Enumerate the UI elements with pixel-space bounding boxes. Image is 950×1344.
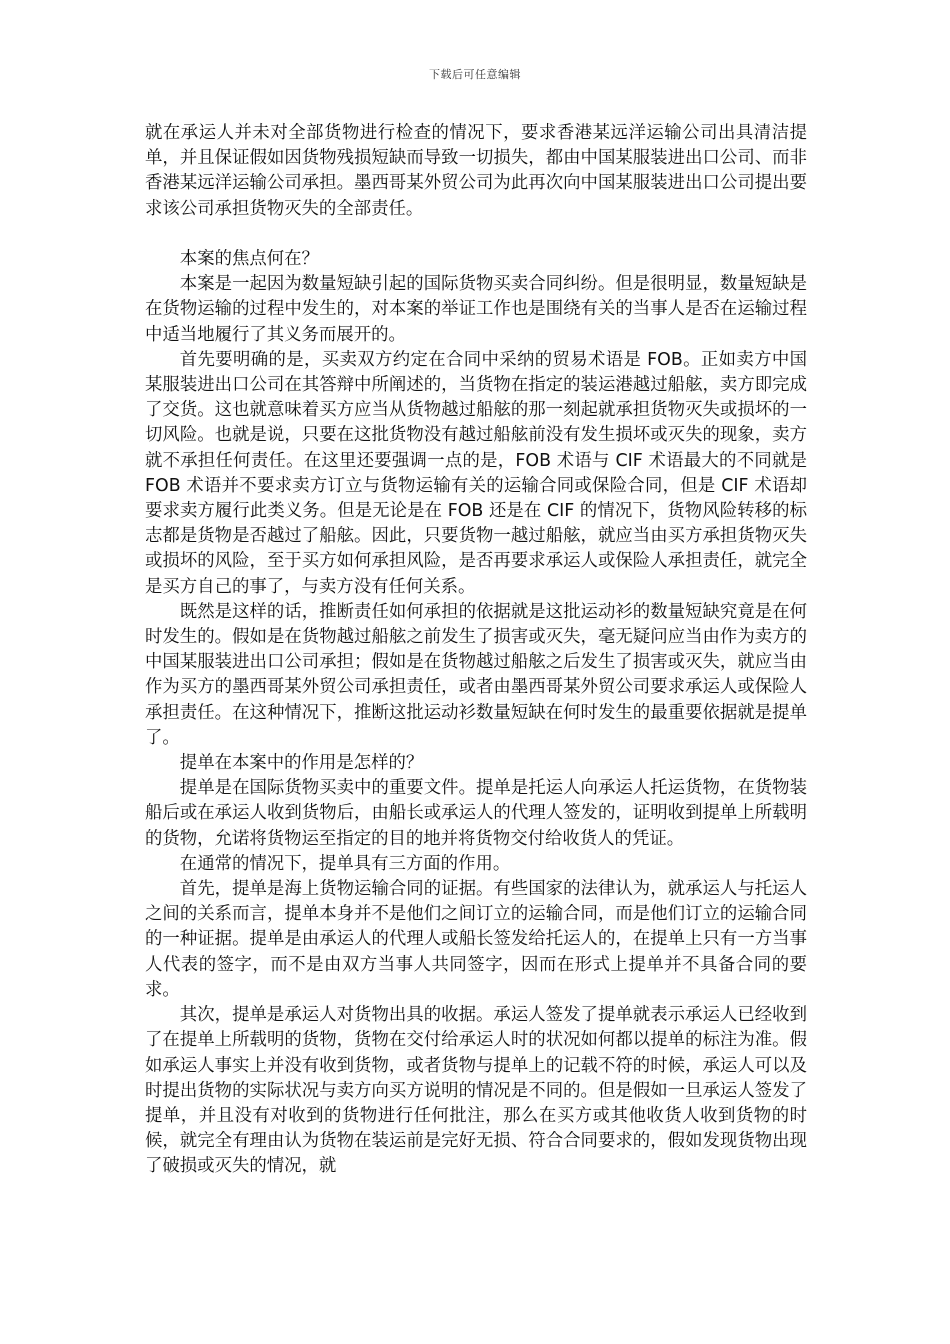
page-header: 下载后可任意编辑 <box>429 68 521 81</box>
paragraph: 提单是在国际货物买卖中的重要文件。提单是托运人向承运人托运货物，在货物装船后或在承运人收到货物后，由船长或承运人的代理人签发的，证明收到提单上所载明的货物，允诺将货物运至指定的目的地并将货物交付给收货人的凭证。 <box>145 778 807 849</box>
paragraph-question-bill-of-lading: 提单在本案中的作用是怎样的？ <box>179 753 424 774</box>
paragraph: 首先要明确的是，买卖双方约定在合同中采纳的贸易术语是 FOB。正如卖方中国某服装进出口公司在其答辩中所阐述的，当货物在指定的装运港越过船舷，卖方即完成了交货。这也就意味着买方应当从货物越过船舷的那一刻起就承担货物灭失或损坏的一切风险。也就是说，只要在这批货物没有越过船舷前没有发生损坏或灭失的现象，卖方就不承担任何责任。在这里还要强调一点的是，FOB 术语与 CIF 术语最大的不同就是 FOB 术语并不要求卖方订立与货物运输有关的运输合同或保险合同，但是 CIF 术语却要求卖方履行此类义务。但是无论是在 FOB 还是在 CIF 的情况下，货物风险转移的标志都是货物是否越过了船舷。因此，只要货物一越过船舷，就应当由买方承担货物灭失或损坏的风险，至于买方如何承担风险，是否再要求承运人或保险人承担责任，就完全是买方自己的事了，与卖方没有任何关系。 <box>145 349 807 597</box>
paragraph-question-focus: 本案的焦点何在？ <box>179 249 319 269</box>
document-body <box>145 121 807 1180</box>
paragraph-continuation: 就在承运人并未对全部货物进行检查的情况下，要求香港某远洋运输公司出具清洁提单，并且保证假如因货物残损短缺而导致一切损失，都由中国某服装进出口公司、而非香港某远洋运输公司承担。墨西哥某外贸公司为此再次向中国某服装进出口公司提出要求该公司承担货物灭失的全部责任。 <box>145 123 807 219</box>
paragraph: 既然是这样的话，推断责任如何承担的依据就是这批运动衫的数量短缺究竟是在何时发生的。假如是在货物越过船舷之前发生了损害或灭失，毫无疑问应当由作为卖方的中国某服装进出口公司承担；假如是在货物越过船舷之后发生了损害或灭失，就应当由作为买方的墨西哥某外贸公司承担责任，或者由墨西哥某外贸公司要求承运人或保险人承担责任。在这种情况下，推断这批运动衫数量短缺在何时发生的最重要依据就是提单了。 <box>145 601 807 748</box>
paragraph: 其次，提单是承运人对货物出具的收据。承运人签发了提单就表示承运人已经收到了在提单上所载明的货物，货物在交付给承运人时的状况如何都以提单的标注为准。假如承运人事实上并没有收到货物，或者货物与提单上的记载不符的时候，承运人可以及时提出货物的实际状况与卖方向买方说明的情况是不同的。但是假如一旦承运人签发了提单，并且没有对收到的货物进行任何批注，那么在买方或其他收货人收到货物的时候，就完全有理由认为货物在装运前是完好无损、符合合同要求的，假如发现货物出现了破损或灭失的情况，就 <box>145 1005 807 1177</box>
paragraph-gap <box>145 222 807 247</box>
paragraph: 本案是一起因为数量短缺引起的国际货物买卖合同纠纷。但是很明显，数量短缺是在货物运输的过程中发生的，对本案的举证工作也是围绕有关的当事人是否在运输过程中适当地履行了其义务而展开的。 <box>145 274 807 345</box>
paragraph: 在通常的情况下，提单具有三方面的作用。 <box>179 853 511 874</box>
paragraph: 首先，提单是海上货物运输合同的证据。有些国家的法律认为，就承运人与托运人之间的关系而言，提单本身并不是他们之间订立的运输合同，而是他们订立的运输合同的一种证据。提单是由承运人的代理人或船长签发给托运人的，在提单上只有一方当事人代表的签字，而不是由双方当事人共同签字，因而在形式上提单并不具备合同的要求。 <box>145 879 807 1000</box>
